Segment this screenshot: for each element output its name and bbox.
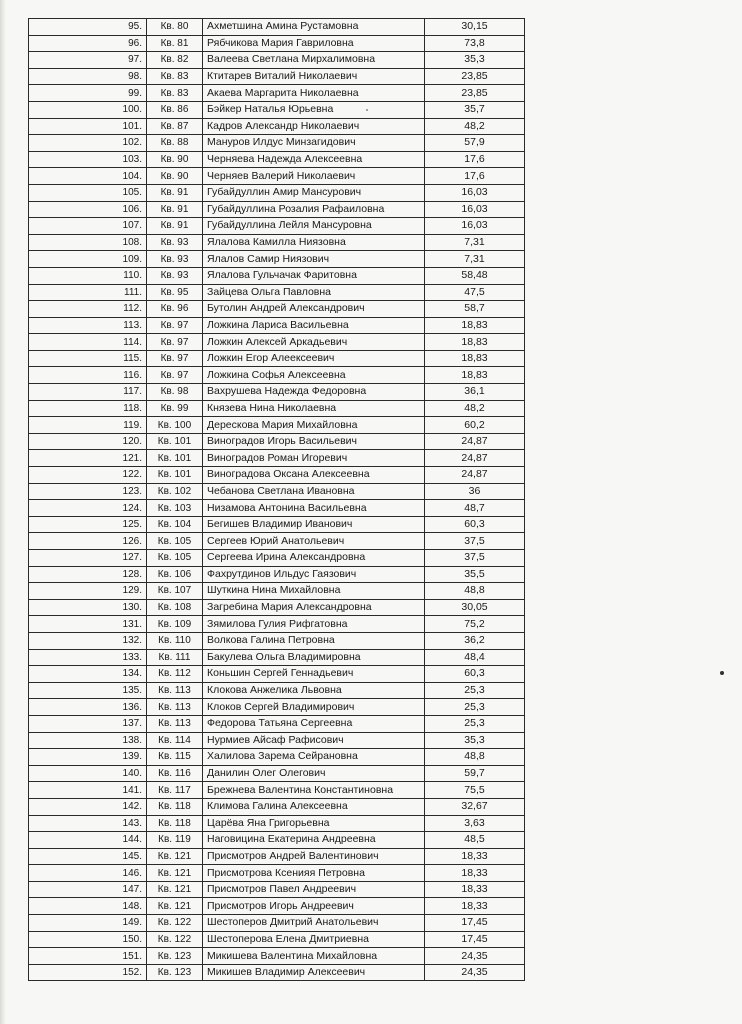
row-number: 119. — [29, 417, 147, 434]
table-row — [29, 765, 525, 782]
row-number: 99. — [29, 85, 147, 102]
table-row — [29, 898, 525, 915]
apartment-cell: Кв. 106 — [147, 566, 203, 583]
owner-name-cell: Ялалова Гульчачак Фаритовна — [203, 267, 425, 284]
area-cell: 23,85 — [425, 68, 525, 85]
row-number: 97. — [29, 52, 147, 69]
apartment-cell: Кв. 80 — [147, 19, 203, 36]
row-number: 128. — [29, 566, 147, 583]
owner-name-cell: Халилова Зарема Сейрановна — [203, 749, 425, 766]
apartment-cell: Кв. 118 — [147, 815, 203, 832]
row-number: 95. — [29, 19, 147, 36]
table-row — [29, 135, 525, 152]
table-row — [29, 301, 525, 318]
row-number: 96. — [29, 35, 147, 52]
apartment-cell: Кв. 93 — [147, 234, 203, 251]
owner-name-cell: Зямилова Гулия Рифгатовна — [203, 616, 425, 633]
owner-name-cell: Ложкин Алексей Аркадьевич — [203, 334, 425, 351]
apartment-cell: Кв. 98 — [147, 384, 203, 401]
owner-name-cell: Клоков Сергей Владимирович — [203, 699, 425, 716]
owner-name-cell: Ложкина Лариса Васильевна — [203, 317, 425, 334]
table-row — [29, 583, 525, 600]
area-cell: 48,8 — [425, 749, 525, 766]
row-number: 139. — [29, 749, 147, 766]
table-row — [29, 865, 525, 882]
table-row — [29, 151, 525, 168]
owner-name-cell: Бегишев Владимир Иванович — [203, 516, 425, 533]
apartment-cell: Кв. 82 — [147, 52, 203, 69]
registry-body — [29, 19, 525, 981]
area-cell: 75,5 — [425, 782, 525, 799]
row-number: 147. — [29, 881, 147, 898]
row-number: 104. — [29, 168, 147, 185]
apartment-cell: Кв. 119 — [147, 832, 203, 849]
apartment-cell: Кв. 100 — [147, 417, 203, 434]
area-cell: 18,33 — [425, 848, 525, 865]
area-cell: 37,5 — [425, 533, 525, 550]
area-cell: 58,7 — [425, 301, 525, 318]
apartment-cell: Кв. 91 — [147, 184, 203, 201]
row-number: 114. — [29, 334, 147, 351]
row-number: 123. — [29, 483, 147, 500]
scan-speck — [366, 109, 368, 111]
apartment-cell: Кв. 123 — [147, 964, 203, 981]
table-row — [29, 184, 525, 201]
row-number: 121. — [29, 450, 147, 467]
owner-name-cell: Рябчикова Мария Гавриловна — [203, 35, 425, 52]
owner-name-cell: Фахрутдинов Ильдус Гаязович — [203, 566, 425, 583]
scan-speck — [720, 671, 724, 675]
apartment-cell: Кв. 101 — [147, 467, 203, 484]
apartment-cell: Кв. 121 — [147, 865, 203, 882]
owner-name-cell: Виноградов Роман Игоревич — [203, 450, 425, 467]
row-number: 106. — [29, 201, 147, 218]
owner-name-cell: Бакулева Ольга Владимировна — [203, 649, 425, 666]
area-cell: 35,3 — [425, 732, 525, 749]
row-number: 146. — [29, 865, 147, 882]
apartment-cell: Кв. 105 — [147, 533, 203, 550]
row-number: 125. — [29, 516, 147, 533]
owner-name-cell: Загребина Мария Александровна — [203, 599, 425, 616]
owner-name-cell: Губайдуллина Лейля Мансуровна — [203, 218, 425, 235]
area-cell: 59,7 — [425, 765, 525, 782]
owner-name-cell: Чебанова Светлана Ивановна — [203, 483, 425, 500]
owner-name-cell: Черняев Валерий Николаевич — [203, 168, 425, 185]
area-cell: 48,7 — [425, 500, 525, 517]
area-cell: 24,87 — [425, 433, 525, 450]
row-number: 140. — [29, 765, 147, 782]
owner-name-cell: Волкова Галина Петровна — [203, 632, 425, 649]
table-row — [29, 19, 525, 36]
area-cell: 57,9 — [425, 135, 525, 152]
owner-name-cell: Микишева Валентина Михайловна — [203, 948, 425, 965]
apartment-cell: Кв. 116 — [147, 765, 203, 782]
row-number: 122. — [29, 467, 147, 484]
row-number: 127. — [29, 550, 147, 567]
apartment-cell: Кв. 90 — [147, 168, 203, 185]
table-row — [29, 168, 525, 185]
table-row — [29, 533, 525, 550]
apartment-cell: Кв. 93 — [147, 267, 203, 284]
table-row — [29, 616, 525, 633]
row-number: 148. — [29, 898, 147, 915]
apartment-cell: Кв. 97 — [147, 367, 203, 384]
owners-registry-table — [28, 18, 525, 981]
table-row — [29, 832, 525, 849]
area-cell: 60,3 — [425, 516, 525, 533]
table-row — [29, 915, 525, 932]
table-row — [29, 483, 525, 500]
area-cell: 17,45 — [425, 915, 525, 932]
table-row — [29, 350, 525, 367]
area-cell: 25,3 — [425, 715, 525, 732]
table-row — [29, 815, 525, 832]
owner-name-cell: Черняева Надежда Алексеевна — [203, 151, 425, 168]
table-row — [29, 52, 525, 69]
apartment-cell: Кв. 105 — [147, 550, 203, 567]
apartment-cell: Кв. 99 — [147, 400, 203, 417]
table-row — [29, 798, 525, 815]
row-number: 133. — [29, 649, 147, 666]
owner-name-cell: Брежнева Валентина Константиновна — [203, 782, 425, 799]
area-cell: 30,15 — [425, 19, 525, 36]
table-row — [29, 964, 525, 981]
area-cell: 35,5 — [425, 566, 525, 583]
table-row — [29, 649, 525, 666]
table-row — [29, 334, 525, 351]
owner-name-cell: Ложкин Егор Алеексеевич — [203, 350, 425, 367]
owner-name-cell: Ялалова Камилла Ниязовна — [203, 234, 425, 251]
table-row — [29, 948, 525, 965]
owner-name-cell: Вахрушева Надежда Федоровна — [203, 384, 425, 401]
row-number: 110. — [29, 267, 147, 284]
apartment-cell: Кв. 114 — [147, 732, 203, 749]
owner-name-cell: Коньшин Сергей Геннадьевич — [203, 666, 425, 683]
table-row — [29, 251, 525, 268]
row-number: 111. — [29, 284, 147, 301]
area-cell: 7,31 — [425, 251, 525, 268]
area-cell: 36 — [425, 483, 525, 500]
row-number: 145. — [29, 848, 147, 865]
table-row — [29, 666, 525, 683]
apartment-cell: Кв. 83 — [147, 68, 203, 85]
row-number: 138. — [29, 732, 147, 749]
apartment-cell: Кв. 109 — [147, 616, 203, 633]
area-cell: 30,05 — [425, 599, 525, 616]
owner-name-cell: Акаева Маргарита Николаевна — [203, 85, 425, 102]
apartment-cell: Кв. 91 — [147, 218, 203, 235]
table-row — [29, 599, 525, 616]
apartment-cell: Кв. 81 — [147, 35, 203, 52]
table-row — [29, 433, 525, 450]
row-number: 134. — [29, 666, 147, 683]
row-number: 143. — [29, 815, 147, 832]
apartment-cell: Кв. 90 — [147, 151, 203, 168]
area-cell: 48,2 — [425, 400, 525, 417]
apartment-cell: Кв. 91 — [147, 201, 203, 218]
area-cell: 18,83 — [425, 317, 525, 334]
table-row — [29, 85, 525, 102]
row-number: 113. — [29, 317, 147, 334]
apartment-cell: Кв. 95 — [147, 284, 203, 301]
area-cell: 25,3 — [425, 682, 525, 699]
area-cell: 16,03 — [425, 201, 525, 218]
owner-name-cell: Климова Галина Алексеевна — [203, 798, 425, 815]
row-number: 115. — [29, 350, 147, 367]
owner-name-cell: Ложкина Софья Алексеевна — [203, 367, 425, 384]
table-row — [29, 267, 525, 284]
apartment-cell: Кв. 118 — [147, 798, 203, 815]
area-cell: 35,7 — [425, 101, 525, 118]
apartment-cell: Кв. 87 — [147, 118, 203, 135]
row-number: 152. — [29, 964, 147, 981]
row-number: 141. — [29, 782, 147, 799]
row-number: 130. — [29, 599, 147, 616]
apartment-cell: Кв. 115 — [147, 749, 203, 766]
apartment-cell: Кв. 123 — [147, 948, 203, 965]
area-cell: 48,2 — [425, 118, 525, 135]
row-number: 132. — [29, 632, 147, 649]
apartment-cell: Кв. 113 — [147, 715, 203, 732]
apartment-cell: Кв. 97 — [147, 317, 203, 334]
area-cell: 75,2 — [425, 616, 525, 633]
table-row — [29, 68, 525, 85]
owner-name-cell: Дерескова Мария Михайловна — [203, 417, 425, 434]
row-number: 107. — [29, 218, 147, 235]
row-number: 124. — [29, 500, 147, 517]
row-number: 116. — [29, 367, 147, 384]
owner-name-cell: Губайдуллин Амир Мансурович — [203, 184, 425, 201]
table-row — [29, 931, 525, 948]
apartment-cell: Кв. 101 — [147, 433, 203, 450]
owner-name-cell: Низамова Антонина Васильевна — [203, 500, 425, 517]
row-number: 149. — [29, 915, 147, 932]
row-number: 109. — [29, 251, 147, 268]
row-number: 101. — [29, 118, 147, 135]
apartment-cell: Кв. 86 — [147, 101, 203, 118]
row-number: 103. — [29, 151, 147, 168]
table-row — [29, 715, 525, 732]
apartment-cell: Кв. 110 — [147, 632, 203, 649]
owner-name-cell: Царёва Яна Григорьевна — [203, 815, 425, 832]
area-cell: 58,48 — [425, 267, 525, 284]
row-number: 136. — [29, 699, 147, 716]
apartment-cell: Кв. 102 — [147, 483, 203, 500]
table-row — [29, 500, 525, 517]
row-number: 118. — [29, 400, 147, 417]
owner-name-cell: Сергеева Ирина Александровна — [203, 550, 425, 567]
owner-name-cell: Присмотров Андрей Валентинович — [203, 848, 425, 865]
row-number: 100. — [29, 101, 147, 118]
area-cell: 7,31 — [425, 234, 525, 251]
owner-name-cell: Шестоперова Елена Дмитриевна — [203, 931, 425, 948]
row-number: 151. — [29, 948, 147, 965]
row-number: 137. — [29, 715, 147, 732]
apartment-cell: Кв. 113 — [147, 682, 203, 699]
owner-name-cell: Сергеев Юрий Анатольевич — [203, 533, 425, 550]
area-cell: 18,83 — [425, 350, 525, 367]
apartment-cell: Кв. 108 — [147, 599, 203, 616]
owner-name-cell: Ктитарев Виталий Николаевич — [203, 68, 425, 85]
area-cell: 24,35 — [425, 948, 525, 965]
area-cell: 48,4 — [425, 649, 525, 666]
table-row — [29, 35, 525, 52]
owner-name-cell: Виноградов Игорь Васильевич — [203, 433, 425, 450]
owner-name-cell: Зайцева Ольга Павловна — [203, 284, 425, 301]
owner-name-cell: Нурмиев Айсаф Рафисович — [203, 732, 425, 749]
table-row — [29, 467, 525, 484]
apartment-cell: Кв. 93 — [147, 251, 203, 268]
table-row — [29, 699, 525, 716]
area-cell: 36,1 — [425, 384, 525, 401]
table-row — [29, 516, 525, 533]
area-cell: 73,8 — [425, 35, 525, 52]
area-cell: 37,5 — [425, 550, 525, 567]
area-cell: 32,67 — [425, 798, 525, 815]
apartment-cell: Кв. 111 — [147, 649, 203, 666]
owner-name-cell: Мануров Илдус Минзагидович — [203, 135, 425, 152]
area-cell: 24,35 — [425, 964, 525, 981]
owner-name-cell: Ахметшина Амина Рустамовна — [203, 19, 425, 36]
table-row — [29, 234, 525, 251]
apartment-cell: Кв. 113 — [147, 699, 203, 716]
owner-name-cell: Клокова Анжелика Львовна — [203, 682, 425, 699]
owner-name-cell: Валеева Светлана Мирхалимовна — [203, 52, 425, 69]
owner-name-cell: Князева Нина Николаевна — [203, 400, 425, 417]
owner-name-cell: Наговицина Екатерина Андреевна — [203, 832, 425, 849]
apartment-cell: Кв. 101 — [147, 450, 203, 467]
owner-name-cell: Ялалов Самир Ниязович — [203, 251, 425, 268]
table-row — [29, 118, 525, 135]
owner-name-cell: Присмотрова Ксенияя Петровна — [203, 865, 425, 882]
area-cell: 25,3 — [425, 699, 525, 716]
owner-name-cell: Кадров Александр Николаевич — [203, 118, 425, 135]
scan-page-edge — [0, 0, 6, 1024]
table-row — [29, 566, 525, 583]
table-row — [29, 218, 525, 235]
owner-name-cell: Шестоперов Дмитрий Анатольевич — [203, 915, 425, 932]
owner-name-cell: Губайдуллина Розалия Рафаиловна — [203, 201, 425, 218]
apartment-cell: Кв. 121 — [147, 848, 203, 865]
area-cell: 17,6 — [425, 151, 525, 168]
row-number: 135. — [29, 682, 147, 699]
area-cell: 18,83 — [425, 334, 525, 351]
table-row — [29, 848, 525, 865]
apartment-cell: Кв. 83 — [147, 85, 203, 102]
area-cell: 23,85 — [425, 85, 525, 102]
area-cell: 24,87 — [425, 450, 525, 467]
owner-name-cell: Федорова Татьяна Сергеевна — [203, 715, 425, 732]
area-cell: 24,87 — [425, 467, 525, 484]
apartment-cell: Кв. 112 — [147, 666, 203, 683]
row-number: 126. — [29, 533, 147, 550]
table-row — [29, 101, 525, 118]
area-cell: 16,03 — [425, 184, 525, 201]
apartment-cell: Кв. 88 — [147, 135, 203, 152]
area-cell: 36,2 — [425, 632, 525, 649]
area-cell: 47,5 — [425, 284, 525, 301]
area-cell: 18,33 — [425, 898, 525, 915]
row-number: 117. — [29, 384, 147, 401]
apartment-cell: Кв. 104 — [147, 516, 203, 533]
row-number: 112. — [29, 301, 147, 318]
area-cell: 48,8 — [425, 583, 525, 600]
area-cell: 3,63 — [425, 815, 525, 832]
owner-name-cell: Бутолин Андрей Александрович — [203, 301, 425, 318]
apartment-cell: Кв. 96 — [147, 301, 203, 318]
table-row — [29, 881, 525, 898]
area-cell: 18,33 — [425, 865, 525, 882]
area-cell: 17,6 — [425, 168, 525, 185]
owner-name-cell: Микишев Владимир Алексеевич — [203, 964, 425, 981]
row-number: 129. — [29, 583, 147, 600]
owner-name-cell: Шуткина Нина Михайловна — [203, 583, 425, 600]
table-row — [29, 201, 525, 218]
area-cell: 18,33 — [425, 881, 525, 898]
area-cell: 60,3 — [425, 666, 525, 683]
apartment-cell: Кв. 97 — [147, 350, 203, 367]
table-row — [29, 384, 525, 401]
row-number: 98. — [29, 68, 147, 85]
area-cell: 48,5 — [425, 832, 525, 849]
table-row — [29, 400, 525, 417]
owner-name-cell: Виноградова Оксана Алексеевна — [203, 467, 425, 484]
apartment-cell: Кв. 121 — [147, 881, 203, 898]
table-row — [29, 632, 525, 649]
owner-name-cell: Бэйкер Наталья Юрьевна — [203, 101, 425, 118]
table-row — [29, 367, 525, 384]
table-row — [29, 284, 525, 301]
row-number: 131. — [29, 616, 147, 633]
table-row — [29, 550, 525, 567]
area-cell: 17,45 — [425, 931, 525, 948]
owner-name-cell: Данилин Олег Олегович — [203, 765, 425, 782]
row-number: 108. — [29, 234, 147, 251]
apartment-cell: Кв. 107 — [147, 583, 203, 600]
table-row — [29, 682, 525, 699]
area-cell: 18,83 — [425, 367, 525, 384]
table-row — [29, 749, 525, 766]
apartment-cell: Кв. 122 — [147, 915, 203, 932]
table-row — [29, 417, 525, 434]
area-cell: 60,2 — [425, 417, 525, 434]
apartment-cell: Кв. 103 — [147, 500, 203, 517]
apartment-cell: Кв. 122 — [147, 931, 203, 948]
apartment-cell: Кв. 121 — [147, 898, 203, 915]
row-number: 120. — [29, 433, 147, 450]
row-number: 102. — [29, 135, 147, 152]
table-row — [29, 450, 525, 467]
table-row — [29, 782, 525, 799]
row-number: 150. — [29, 931, 147, 948]
table-row — [29, 732, 525, 749]
row-number: 105. — [29, 184, 147, 201]
area-cell: 35,3 — [425, 52, 525, 69]
row-number: 144. — [29, 832, 147, 849]
table-row — [29, 317, 525, 334]
row-number: 142. — [29, 798, 147, 815]
apartment-cell: Кв. 97 — [147, 334, 203, 351]
apartment-cell: Кв. 117 — [147, 782, 203, 799]
owner-name-cell: Присмотров Павел Андреевич — [203, 881, 425, 898]
owner-name-cell: Присмотров Игорь Андреевич — [203, 898, 425, 915]
area-cell: 16,03 — [425, 218, 525, 235]
